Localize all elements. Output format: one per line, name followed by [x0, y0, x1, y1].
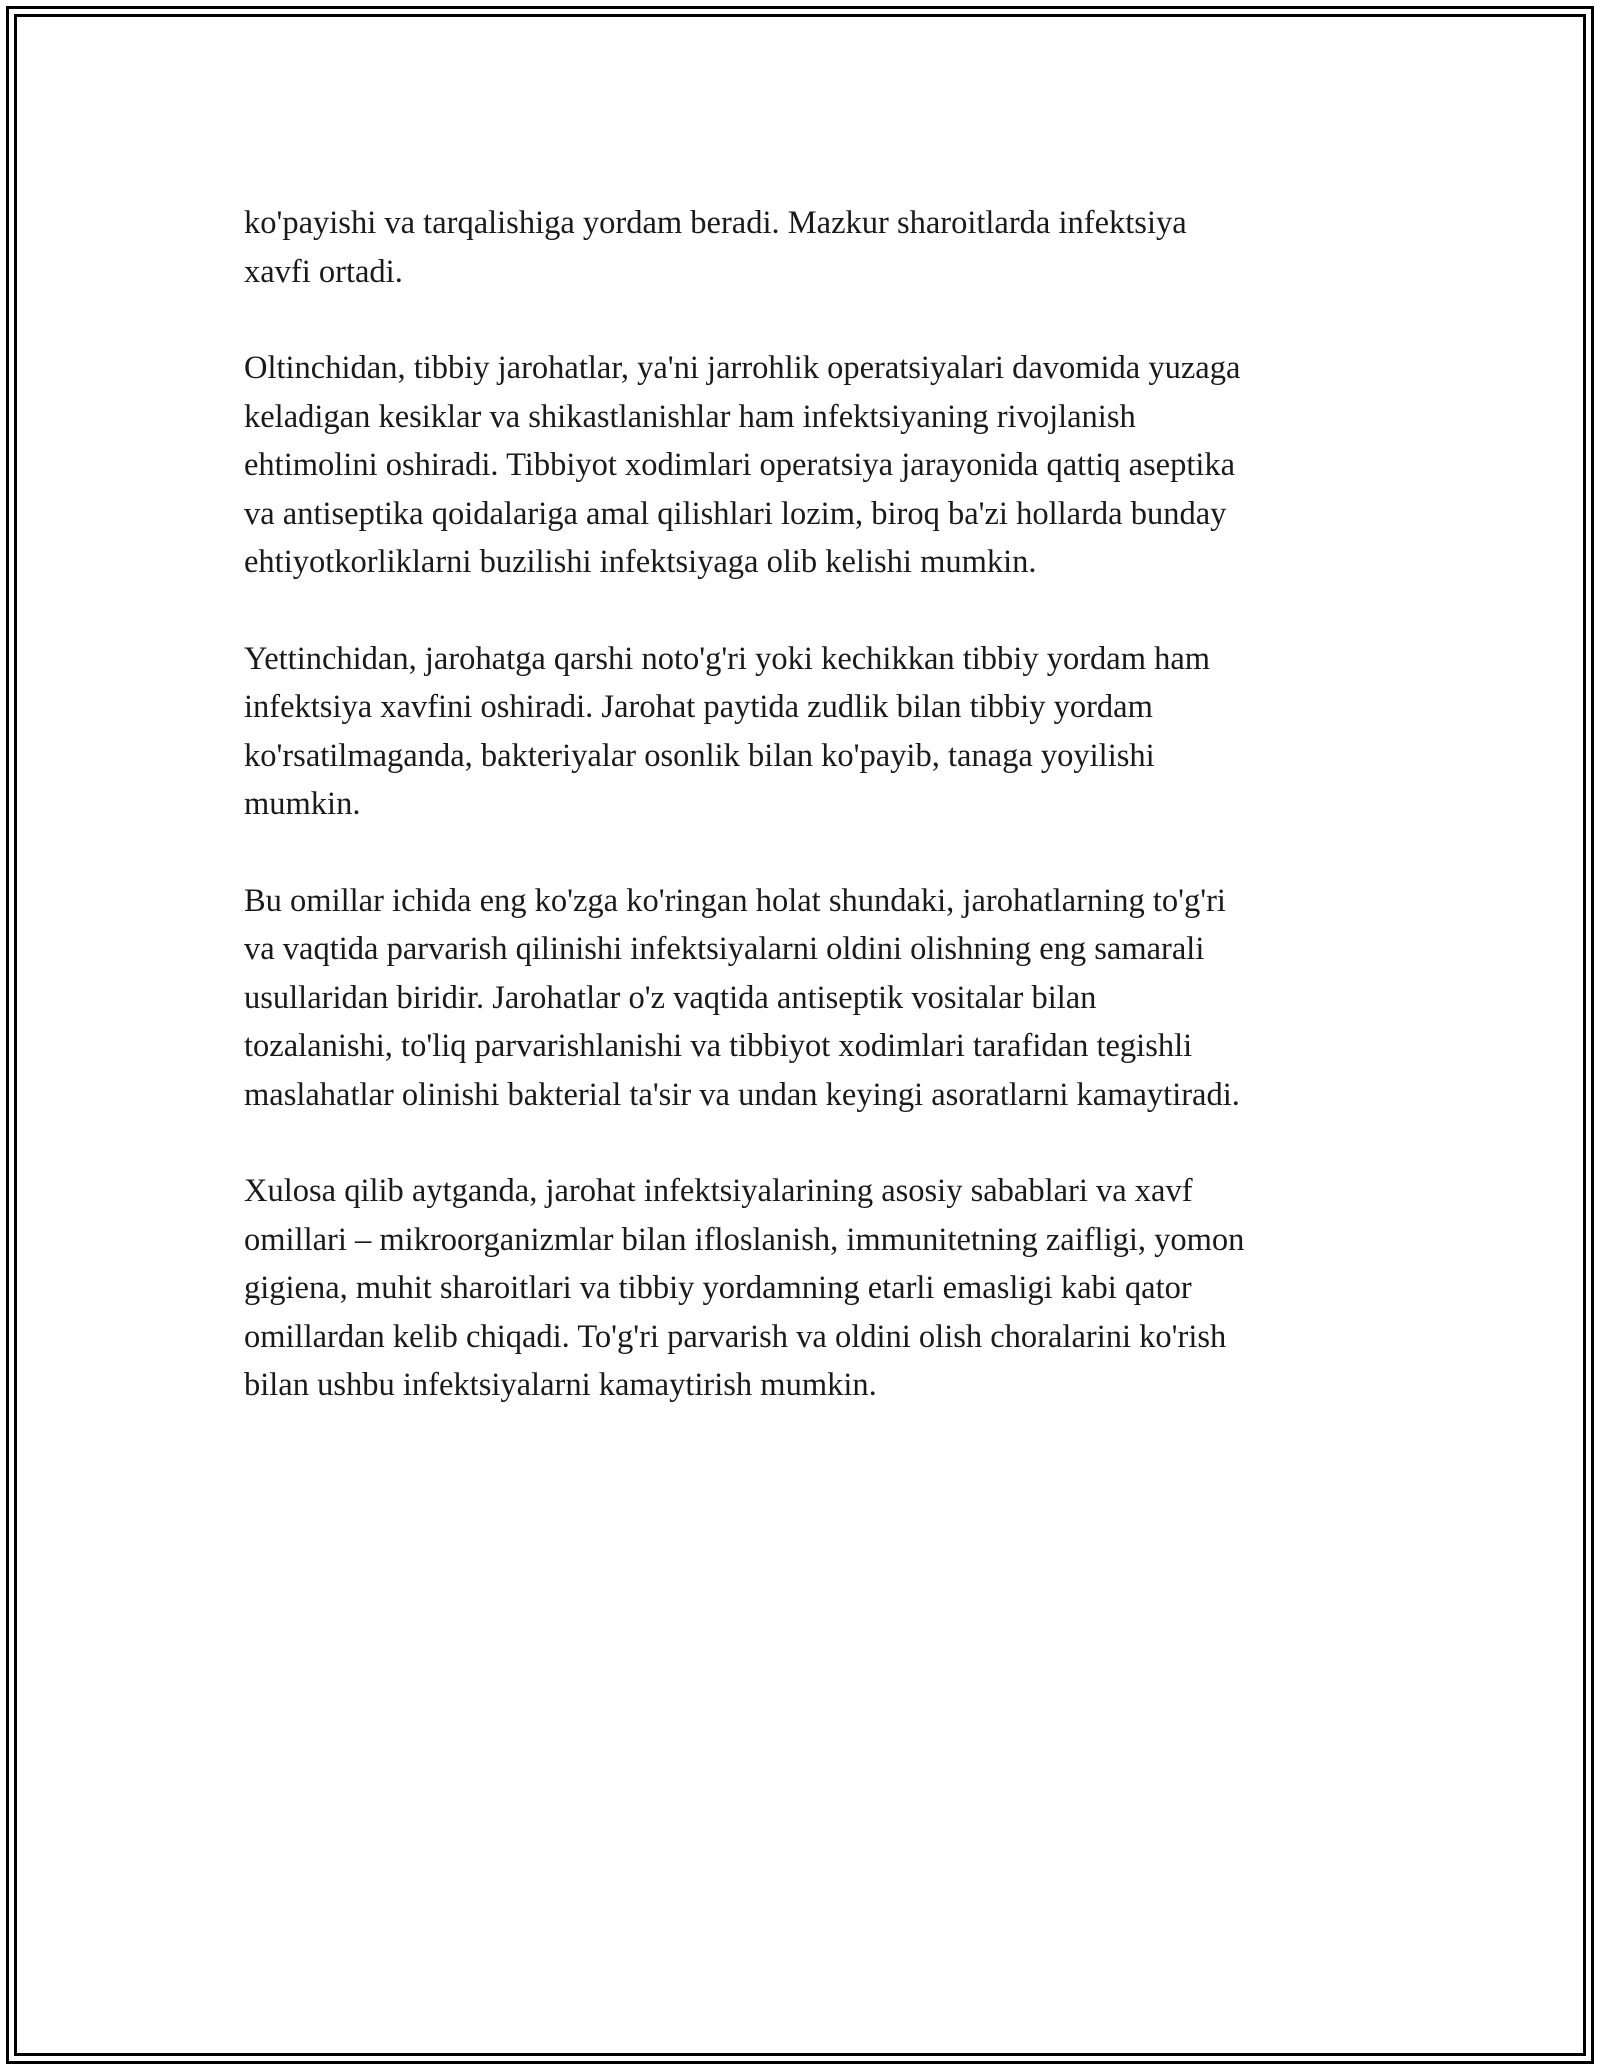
paragraph-5: Xulosa qilib aytganda, jarohat infektsiyalarining asosiy sabablari va xavf omillari – mikroorganizmlar bilan ifloslanish, immunitetning zaifligi, yomon gigiena, muhit sharoitlari va tibbiy yordamning etarli emasligi kabi qator omillardan kelib chiqadi. To'g'ri parvarish va oldini olish choralarini ko'rish bilan ushbu infektsiyalarni kamaytirish mumkin.: [244, 1173, 1245, 1403]
paragraph-4: Bu omillar ichida eng ko'zga ko'ringan holat shundaki, jarohatlarning to'g'ri va vaqtida parvarish qilinishi infektsiyalarni oldini olishning eng samarali usullaridan biridir. Jarohatlar o'z vaqtida antiseptik vositalar bilan tozalanishi, to'liq parvarishlanishi va tibbiyot xodimlari tarafidan tegishli maslahatlar olinishi bakterial ta'sir va undan keyingi asoratlarni kamaytiradi.: [244, 882, 1240, 1113]
paragraph-2: Oltinchidan, tibbiy jarohatlar, ya'ni jarrohlik operatsiyalari davomida yuzaga keladigan kesiklar va shikastlanishlar ham infektsiyaning rivojlanish ehtimolini oshiradi. Tibbiyot xodimlari operatsiya jarayonida qattiq aseptika va antiseptika qoidalariga amal qilishlari lozim, biroq ba'zi hollarda bunday ehtiyotkorliklarni buzilishi infektsiyaga olib kelishi mumkin.: [244, 350, 1241, 580]
page-frame: [6, 6, 1594, 2064]
paragraph-1: ko'payishi va tarqalishiga yordam beradi. Mazkur sharoitlarda infektsiya xavfi ortadi.: [244, 205, 1187, 290]
paragraph-3: Yettinchidan, jarohatga qarshi noto'g'ri yoki kechikkan tibbiy yordam ham infektsiya xavfini oshiradi. Jarohat paytida zudlik bilan tibbiy yordam ko'rsatilmaganda, bakteriyalar osonlik bilan ko'payib, tanaga yoyilishi mumkin.: [244, 640, 1211, 822]
document-body: [244, 199, 1374, 1458]
